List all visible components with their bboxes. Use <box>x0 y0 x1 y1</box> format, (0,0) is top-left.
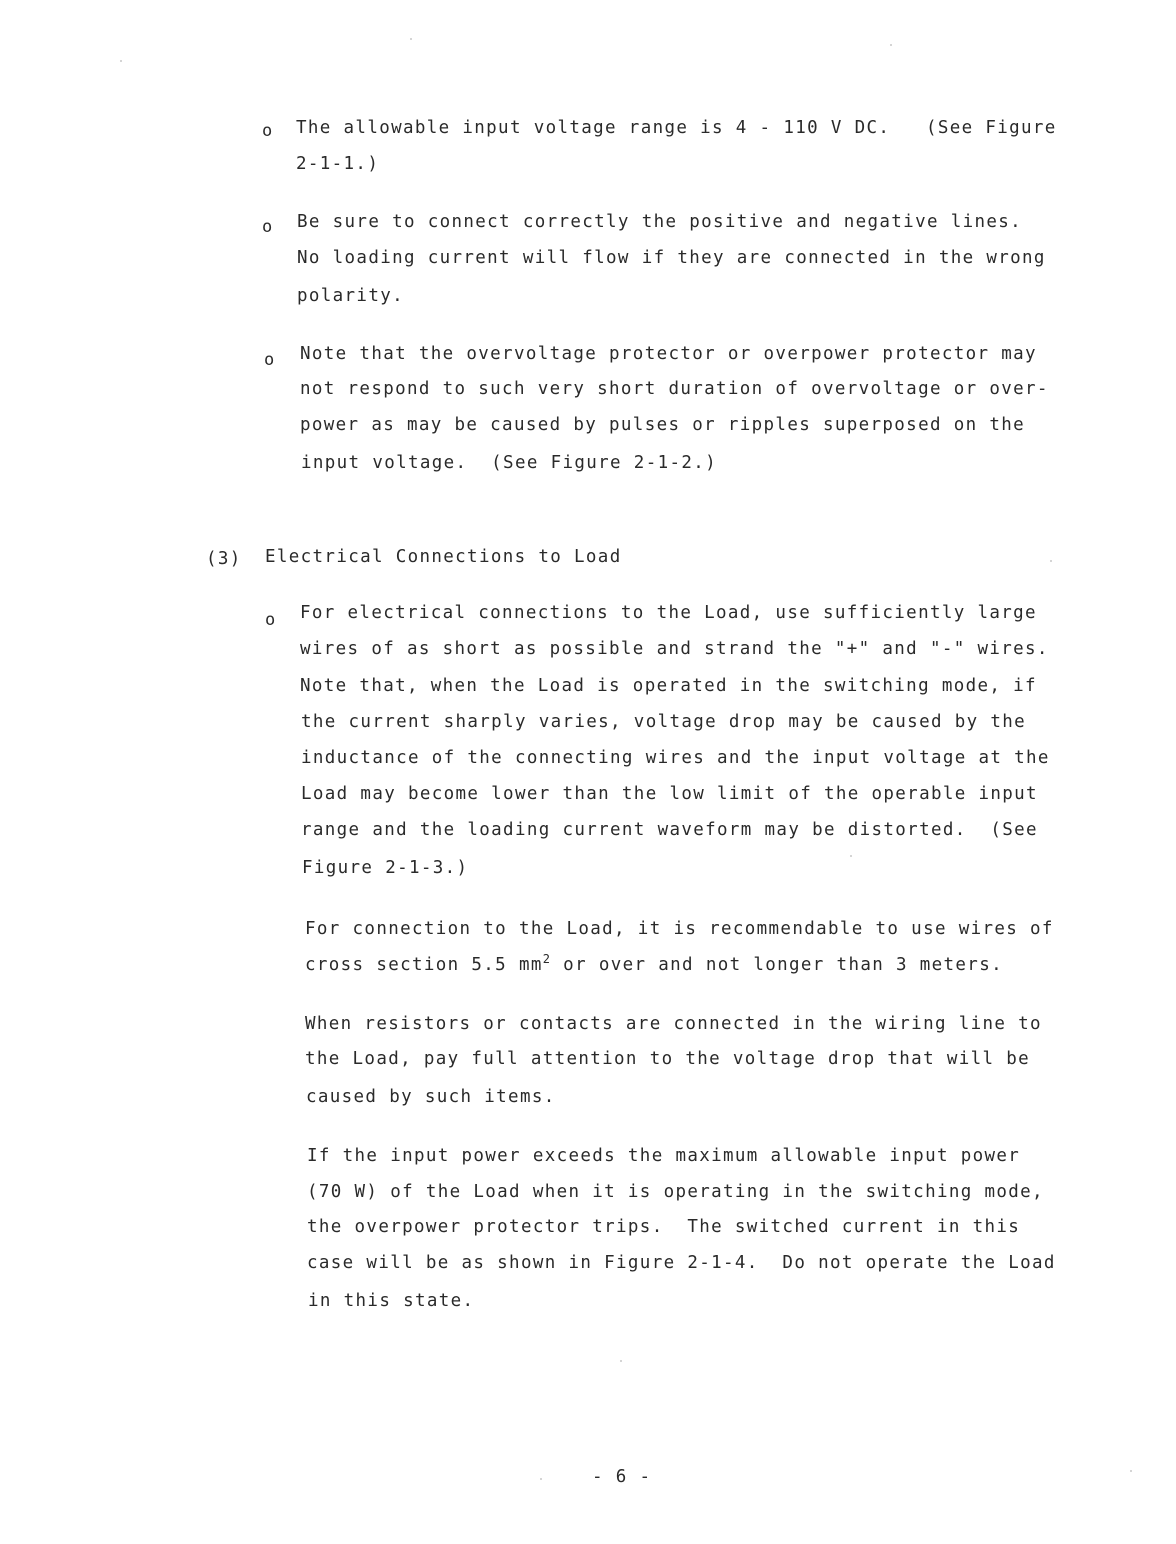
section-item-line-1: For electrical connections to the Load, use sufficiently large <box>300 603 1037 623</box>
section-item-line-3: Note that, when the Load is operated in the switching mode, if <box>300 676 1037 696</box>
wire-paragraph-line-2 <box>305 954 1003 977</box>
scan-speck <box>890 44 892 46</box>
section-item-line-5: inductance of the connecting wires and the input voltage at the <box>301 748 1050 768</box>
scan-speck <box>120 60 122 62</box>
section-number: (3) <box>206 549 242 569</box>
scan-speck <box>620 1360 622 1362</box>
item-3-line-3: power as may be caused by pulses or ripples superposed on the <box>300 415 1026 435</box>
superscript: 2 <box>542 952 552 966</box>
wire-text-b: or over and not longer than 3 meters. <box>551 955 1003 975</box>
item-2-line-3: polarity. <box>297 286 404 306</box>
overpower-paragraph-line-3: the overpower protector trips. The switched current in this <box>307 1217 1021 1237</box>
section-item-line-6: Load may become lower than the low limit of the operable input <box>301 784 1038 804</box>
overpower-paragraph-line-5: in this state. <box>308 1291 475 1311</box>
page-number: - 6 - <box>592 1467 652 1487</box>
scan-speck <box>850 855 852 857</box>
resistors-paragraph-line-2: the Load, pay full attention to the voltage drop that will be <box>305 1049 1031 1069</box>
item-3-line-2: not respond to such very short duration of overvoltage or over- <box>300 379 1049 399</box>
wire-paragraph-line-1: For connection to the Load, it is recommendable to use wires of <box>305 919 1054 939</box>
bullet-marker: o <box>264 350 275 370</box>
section-item-line-4: the current sharply varies, voltage drop may be caused by the <box>301 712 1027 732</box>
scan-speck <box>540 1478 542 1480</box>
resistors-paragraph-line-3: caused by such items. <box>306 1087 556 1107</box>
item-2-line-2: No loading current will flow if they are connected in the wrong <box>297 248 1046 268</box>
item-1-line-2: 2-1-1.) <box>296 154 380 174</box>
resistors-paragraph-line-1: When resistors or contacts are connected in the wiring line to <box>305 1014 1042 1034</box>
scan-speck <box>1130 1470 1132 1472</box>
overpower-paragraph-line-4: case will be as shown in Figure 2-1-4. Do not operate the Load <box>307 1253 1056 1273</box>
scan-speck <box>1050 560 1052 562</box>
section-item-line-8: Figure 2-1-3.) <box>302 858 469 878</box>
bullet-marker: o <box>262 217 273 237</box>
section-item-line-2: wires of as short as possible and strand the "+" and "-" wires. <box>300 639 1049 659</box>
overpower-paragraph-line-1: If the input power exceeds the maximum allowable input power <box>307 1146 1021 1166</box>
item-3-line-4: input voltage. (See Figure 2-1-2.) <box>301 453 718 473</box>
section-item-line-7: range and the loading current waveform may be distorted. (See <box>301 820 1038 840</box>
scan-speck <box>410 38 412 40</box>
item-1-line-1: The allowable input voltage range is 4 - 110 V DC. (See Figure <box>296 118 1057 138</box>
section-title: Electrical Connections to Load <box>265 547 622 567</box>
item-3-line-1: Note that the overvoltage protector or overpower protector may <box>300 344 1037 364</box>
bullet-marker: o <box>265 610 276 630</box>
overpower-paragraph-line-2: (70 W) of the Load when it is operating in the switching mode, <box>307 1182 1044 1202</box>
bullet-marker: o <box>262 121 273 141</box>
wire-text-a: cross section 5.5 mm <box>305 955 543 975</box>
item-2-line-1: Be sure to connect correctly the positive and negative lines. <box>297 212 1023 232</box>
